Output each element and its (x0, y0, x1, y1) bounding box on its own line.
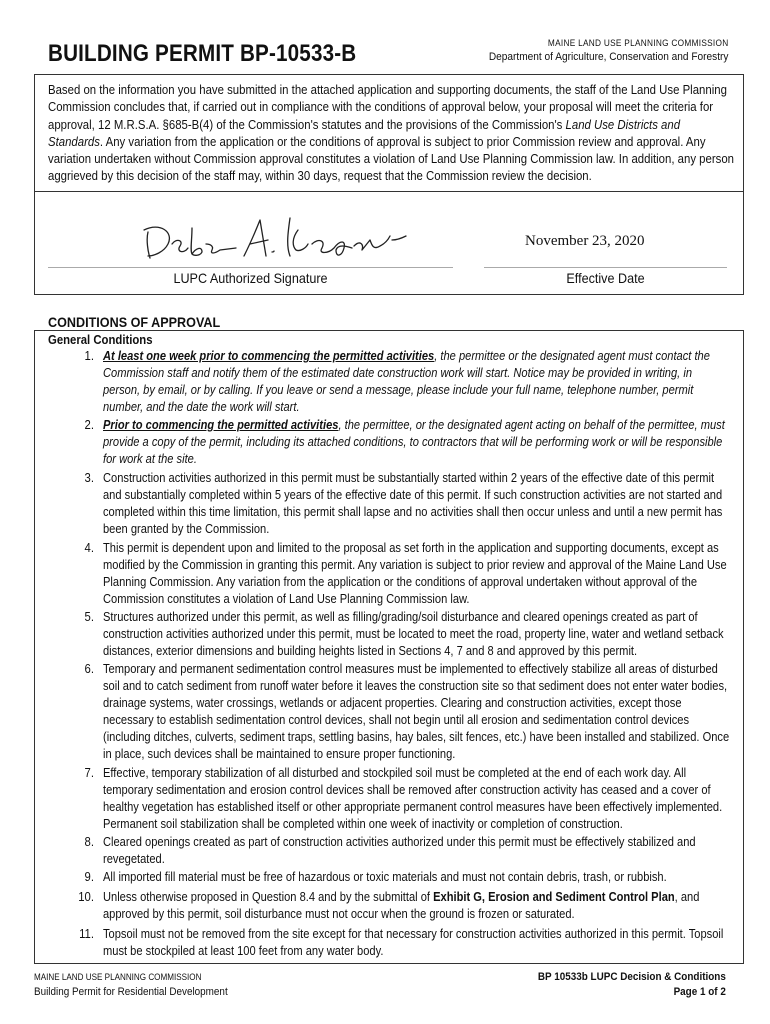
footer-agency: MAINE LAND USE PLANNING COMMISSION (34, 972, 202, 982)
condition-text: Effective, temporary stabilization of all disturbed and stockpiled soil must be completed at the end of each work day. All temporary sedimentation and erosion control devices shall be removed after construction activity has ceased and a cover of healthy vegetation has established itself or other appropriate permanent control measures have been effectively implemented. Permanent soil stabilization shall be completed within one week of inactivity or completion of construction. (103, 766, 723, 832)
footer-page-number: Page 1 of 2 (673, 986, 726, 998)
condition-text: Temporary and permanent sedimentation control measures must be implemented to effectively stabilize all areas of disturbed soil and to catch sediment from runoff water before it leaves the construction site so that sediment does not enter water bodies, drainage systems, water crossings, wetlands or adjacent properties. Clearing and construction activities, except those necessary to establish sedimentation control devices, shall not begin until all erosion and sedimentation control devices (including ditches, culverts, sediment traps, settling basins, hay bales, silt fences, etc.) have been installed and stabilized. Once in place, such devices shall be maintained to ensure proper functioning. (103, 662, 730, 762)
condition-text: Construction activities authorized in this permit must be substantially started within 2 years of the effective date of this permit and substantially completed within 5 years of the effective date of this permit. If such construction activities are not started and completed within this time limitation, this permit shall lapse and no activities shall then occur unless and until a new permit has been granted by the Commission. (103, 471, 723, 537)
footer-document-id: BP 10533b LUPC Decision & Conditions (538, 971, 726, 983)
signature-label: LUPC Authorized Signature (173, 270, 328, 286)
condition-number: 8. (84, 835, 94, 849)
agency-header (488, 36, 728, 64)
condition-number: 5. (84, 610, 94, 624)
footer-right (538, 970, 726, 1000)
condition-text: Structures authorized under this permit, as well as filling/grading/soil disturbance and cleared openings created as part of construction activities authorized under this permit, must be located to meet the road, property line, water and wetland setback distances, exterior dimensions and building heights listed in Sections 4, 7 and 8 and approved by this permit. (103, 610, 724, 659)
signature-line (48, 267, 453, 268)
date-line (484, 267, 727, 268)
intro-text-2: . Any variation from the application or the conditions of approval is subject to prior Commission review and approval. Any variation undertaken without Commission approval constitutes a violation of Land Use Planning Commission law. In addition, any person aggrieved by this decision of the staff may, within 30 days, request that the Commission review the decision. (48, 134, 734, 184)
condition-number: 7. (84, 766, 94, 780)
effective-date-label: Effective Date (566, 270, 645, 286)
footer-left (34, 970, 228, 1000)
intro-text-1: Based on the information you have submitted in the attached application and supporting documents, the staff of the Land Use Planning Commission concludes that, if carried out in compliance with the conditions of approval below, your proposal will meet the criteria for approval, 12 M.R.S.A. §685-B(4) of the Commission's statutes and the provisions of the Commission's (48, 83, 727, 132)
condition-number: 3. (84, 471, 94, 485)
condition-body: , the permittee, or the designated agent acting on behalf of the permittee, must provide a copy of the permit, including its attached conditions, to contractors that will be performing work or will be responsible for work at the site. (103, 418, 725, 467)
conditions-heading: CONDITIONS OF APPROVAL (48, 314, 221, 330)
footer-permit-type: Building Permit for Residential Development (34, 986, 228, 998)
general-conditions-subheading: General Conditions (48, 333, 153, 347)
condition-text (103, 348, 730, 416)
condition-number: 11. (79, 927, 94, 941)
condition-text (103, 417, 730, 468)
condition-number: 1. (84, 349, 94, 363)
condition-number: 10. (78, 890, 94, 904)
condition-lead: Prior to commencing the permitted activities (103, 418, 339, 432)
handwritten-signature (140, 210, 410, 262)
agency-department: Department of Agriculture, Conservation and Forestry (488, 51, 728, 63)
intro-paragraph (48, 82, 735, 186)
condition-number: 9. (84, 870, 94, 884)
permit-title: BUILDING PERMIT BP-10533-B (48, 40, 357, 67)
condition-number: 6. (84, 662, 94, 676)
condition-text (103, 889, 730, 923)
condition-number: 4. (84, 541, 94, 555)
condition-text: All imported fill material must be free of hazardous or toxic materials and must not contain debris, trash, or rubbish. (103, 870, 667, 884)
intro-italic-text: Land Use Districts and Standards (48, 117, 681, 149)
effective-date-value: November 23, 2020 (525, 233, 645, 249)
condition-text: This permit is dependent upon and limited to the proposal as set forth in the application and supporting documents, except as modified by the Commission in granting this permit. Any variation is subject to prior review and approval of the Maine Land Use Planning Commission. Any variation from the application or the conditions of approval undertaken without approval of the Commission constitutes a violation of Land Use Planning Commission law. (103, 541, 727, 607)
condition-pre: Unless otherwise proposed in Question 8.4 and by the submittal of (103, 890, 434, 904)
condition-lead: At least one week prior to commencing the permitted activities (103, 349, 435, 363)
exhibit-reference: Exhibit G, Erosion and Sediment Control Plan (433, 890, 675, 904)
agency-name: MAINE LAND USE PLANNING COMMISSION (547, 38, 728, 48)
condition-text: Topsoil must not be removed from the site except for that necessary for construction activities authorized in this permit. Topsoil must be stockpiled at least 100 feet from any water body. (103, 927, 724, 959)
condition-body: , and approved by this permit, soil disturbance must not occur when the ground is frozen or saturated. (103, 890, 700, 922)
condition-number: 2. (84, 418, 94, 432)
condition-text: Cleared openings created as part of construction activities authorized under this permit must be effectively stabilized and revegetated. (103, 835, 696, 867)
condition-body: , the permittee or the designated agent must contact the Commission staff and notify them of the estimated date construction work will start. Notice may be provided in writing, in person, by email, or by calling. If you leave or send a message, please include your full name, telephone number, permit number, and the date the work will start. (103, 349, 710, 415)
